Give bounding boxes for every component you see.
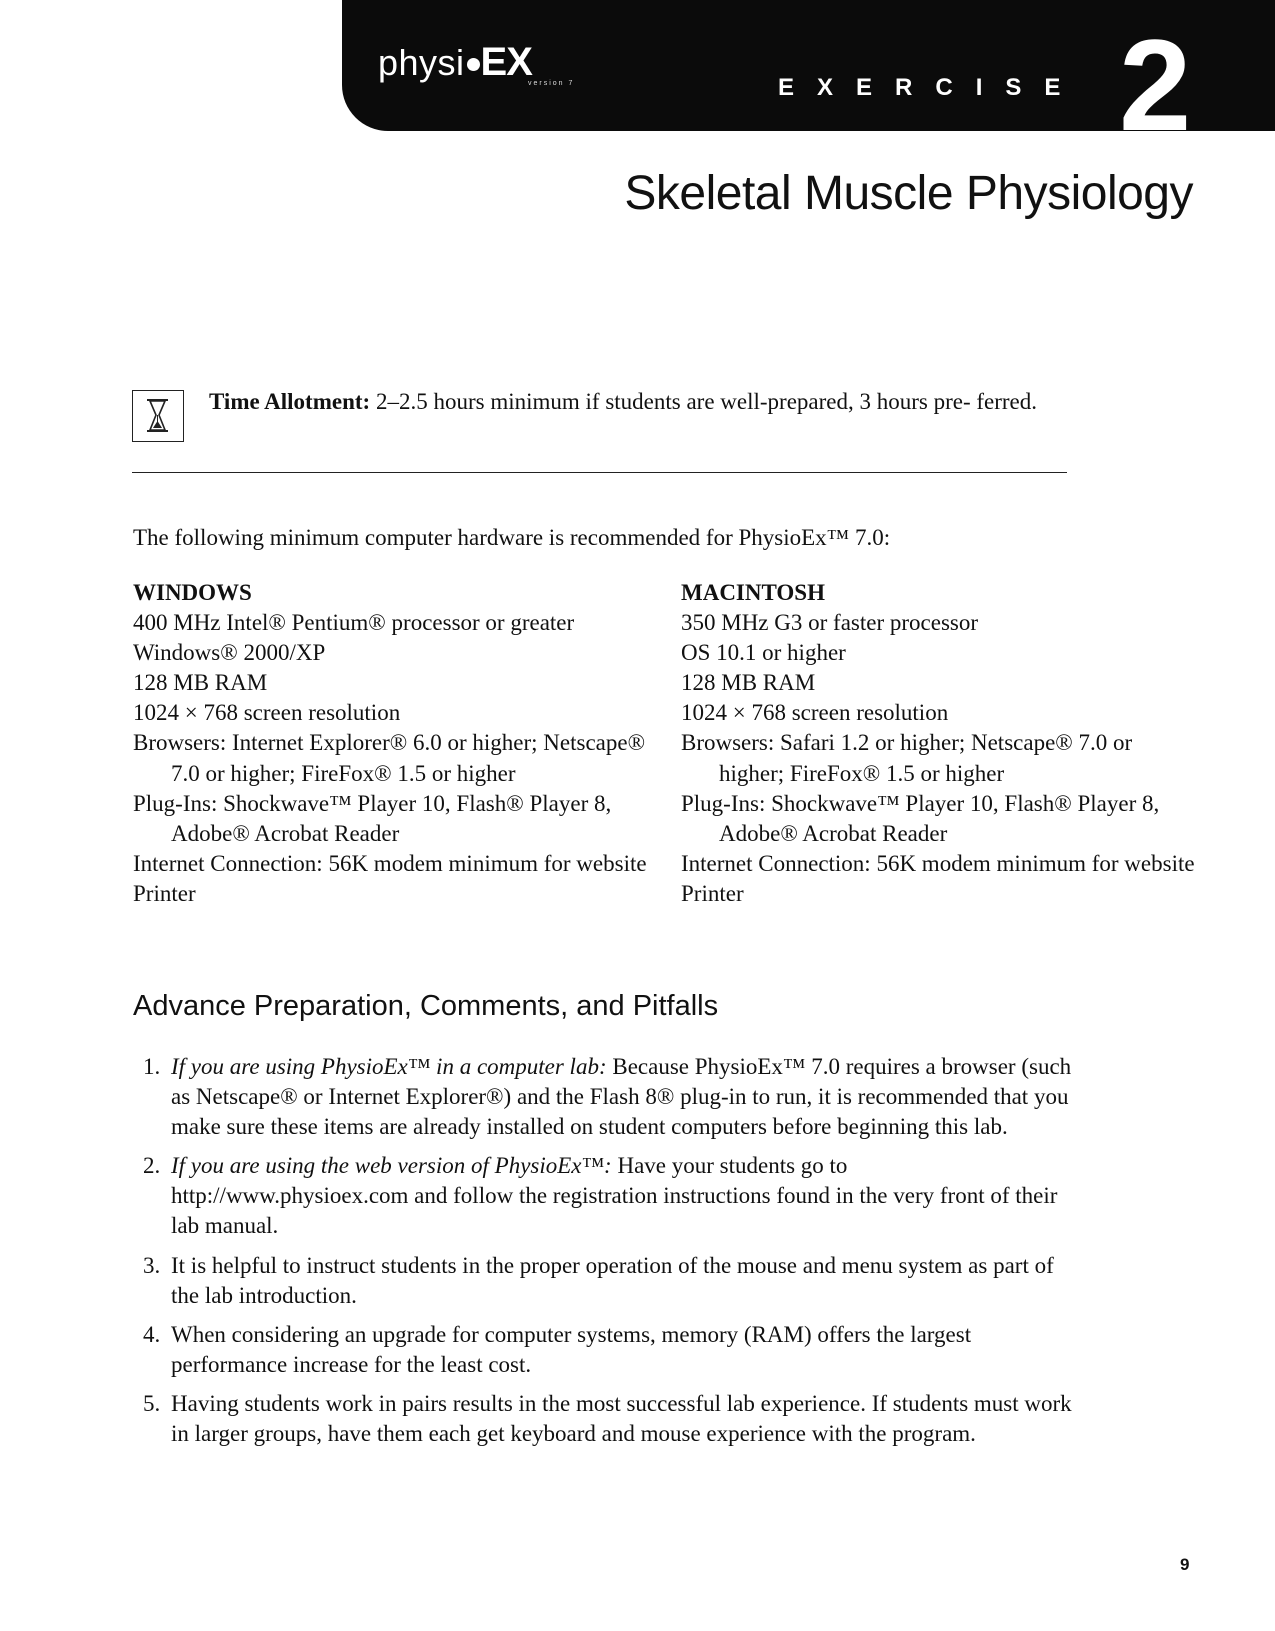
item-text: Because PhysioEx™ 7.0 requires a browser (such as Netscape® or Internet Explorer®) and the Flash 8® plug-in to run, it is recommended that you make sure these items are already installed on student computers before beginning this lab. bbox=[171, 1054, 1072, 1140]
requirement-line: Internet Connection: 56K modem minimum for website bbox=[681, 850, 1195, 876]
windows-heading: WINDOWS bbox=[133, 580, 252, 605]
section-heading: Advance Preparation, Comments, and Pitfalls bbox=[133, 990, 719, 1022]
exercise-label: EXERCISE bbox=[778, 74, 1084, 101]
item-text: When considering an upgrade for computer systems, memory (RAM) offers the largest performance increase for the least cost. bbox=[171, 1321, 972, 1377]
logo-text-light: physi bbox=[378, 42, 465, 83]
list-item bbox=[133, 1151, 1073, 1241]
requirement-line: Browsers: Internet Explorer® 6.0 or higher; Netscape® 7.0 or higher; FireFox® 1.5 or higher bbox=[133, 730, 646, 786]
requirement-line: 400 MHz Intel® Pentium® processor or greater bbox=[133, 610, 575, 636]
item-text: Have your students go to http://www.physioex.com and follow the registration instructions found in the very front of their lab manual. bbox=[171, 1153, 1058, 1239]
list-item bbox=[133, 1052, 1073, 1142]
list-item bbox=[133, 1389, 1073, 1449]
divider bbox=[132, 472, 1067, 473]
item-text: It is helpful to instruct students in the proper operation of the mouse and menu system as part of the lab introduction. bbox=[171, 1252, 1054, 1308]
time-allotment-label: Time Allotment: bbox=[209, 389, 371, 414]
requirement-line: OS 10.1 or higher bbox=[681, 640, 846, 666]
requirement-line: Windows® 2000/XP bbox=[133, 640, 326, 666]
item-text: Having students work in pairs results in the most successful lab experience. If students must work in larger groups, have them each get keyboard and mouse experience with the program. bbox=[171, 1390, 1072, 1447]
item-number: 5. bbox=[143, 1390, 161, 1416]
requirement-line: Plug-Ins: Shockwave™ Player 10, Flash® Player 8, Adobe® Acrobat Reader bbox=[133, 790, 612, 846]
requirement-line: 350 MHz G3 or faster processor bbox=[681, 610, 979, 636]
requirement-line: Browsers: Safari 1.2 or higher; Netscape® 7.0 or higher; FireFox® 1.5 or higher bbox=[681, 730, 1133, 786]
item-number: 1. bbox=[143, 1054, 161, 1079]
list-item bbox=[133, 1251, 1073, 1311]
list-item bbox=[133, 1320, 1073, 1380]
page-title: Skeletal Muscle Physiology bbox=[624, 167, 1193, 220]
preparation-list bbox=[133, 1052, 1073, 1458]
macintosh-heading: MACINTOSH bbox=[681, 580, 825, 605]
requirement-line: 1024 × 768 screen resolution bbox=[133, 700, 401, 726]
requirement-line: 1024 × 768 screen resolution bbox=[681, 700, 949, 726]
requirement-line: Printer bbox=[133, 880, 196, 906]
exercise-banner bbox=[342, 0, 1275, 158]
macintosh-requirements bbox=[681, 578, 1201, 909]
logo-version: version 7 bbox=[528, 80, 575, 87]
item-lead: If you are using PhysioEx™ in a computer lab: bbox=[171, 1054, 607, 1079]
item-number: 4. bbox=[143, 1321, 161, 1347]
hardware-intro: The following minimum computer hardware is recommended for PhysioEx™ 7.0: bbox=[133, 525, 891, 550]
exercise-number: 2 bbox=[1119, 12, 1192, 158]
item-number: 2. bbox=[143, 1153, 161, 1179]
item-number: 3. bbox=[143, 1252, 161, 1278]
time-allotment-text: 2–2.5 hours minimum if students are well-prepared, 3 hours pre- ferred. bbox=[370, 389, 1038, 414]
page-number: 9 bbox=[1180, 1555, 1190, 1574]
requirement-line: 128 MB RAM bbox=[681, 670, 816, 696]
hourglass-icon bbox=[132, 390, 184, 442]
requirement-line: 128 MB RAM bbox=[133, 670, 268, 696]
requirement-line: Printer bbox=[681, 880, 744, 906]
windows-requirements bbox=[133, 578, 653, 909]
time-allotment bbox=[209, 387, 1064, 417]
requirement-line: Plug-Ins: Shockwave™ Player 10, Flash® Player 8, Adobe® Acrobat Reader bbox=[681, 790, 1160, 846]
logo-dot bbox=[467, 58, 480, 71]
logo-text-bold: EX bbox=[480, 40, 532, 84]
requirement-line: Internet Connection: 56K modem minimum for website bbox=[133, 850, 647, 876]
physioex-logo bbox=[378, 40, 575, 87]
item-lead: If you are using the web version of PhysioEx™: bbox=[171, 1153, 612, 1179]
